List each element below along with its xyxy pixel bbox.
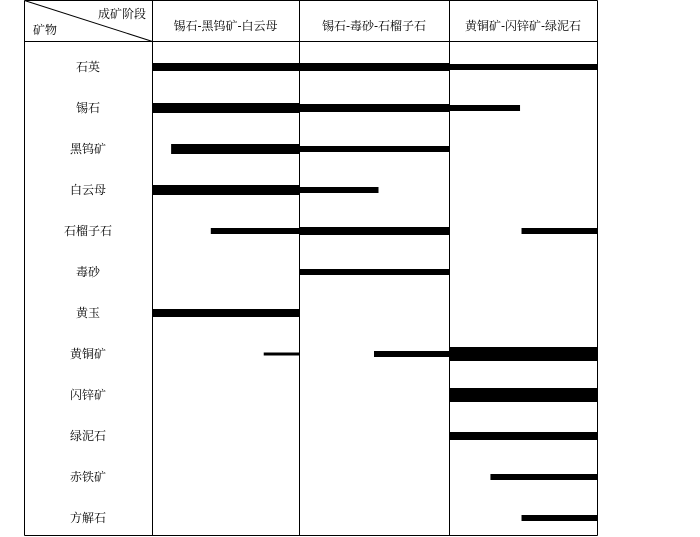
duration-bar <box>152 309 299 317</box>
duration-bar <box>152 185 299 195</box>
duration-bar <box>490 474 597 480</box>
duration-bar <box>299 227 449 235</box>
mineral-label: 石英 <box>75 60 101 74</box>
mineral-label: 毒砂 <box>75 265 101 279</box>
duration-bars <box>152 63 597 521</box>
mineral-label: 锡石 <box>75 101 101 115</box>
corner-mineral-label: 矿物 <box>33 23 58 37</box>
mineral-label: 方解石 <box>69 511 107 525</box>
mineral-label: 赤铁矿 <box>69 470 107 484</box>
mineral-label: 黄铜矿 <box>69 347 107 361</box>
stage-header-1: 锡石-黑钨矿-白云母 <box>173 19 278 33</box>
duration-bar <box>449 64 597 70</box>
stage-header-3: 黄铜矿-闪锌矿-绿泥石 <box>464 19 582 33</box>
mineral-label: 白云母 <box>69 183 107 197</box>
stage-headers <box>173 18 581 33</box>
mineral-label: 石榴子石 <box>63 224 113 238</box>
duration-bar <box>449 432 597 440</box>
mineral-label: 绿泥石 <box>69 429 107 443</box>
duration-bar <box>449 105 520 111</box>
table-frame <box>25 1 598 536</box>
duration-bar <box>299 63 449 71</box>
duration-bar <box>449 388 597 402</box>
duration-bar <box>299 187 379 193</box>
duration-bar <box>211 228 299 234</box>
duration-bar <box>374 351 449 357</box>
mineral-labels <box>64 60 112 525</box>
duration-bar <box>449 347 597 361</box>
duration-bar <box>522 515 597 521</box>
duration-bar <box>152 63 299 71</box>
mineral-label: 黄玉 <box>75 306 101 320</box>
duration-bar <box>299 104 449 112</box>
duration-bar <box>522 228 597 234</box>
duration-bar <box>264 353 299 356</box>
duration-bar <box>299 269 449 275</box>
duration-bar <box>171 144 299 154</box>
corner-stage-label: 成矿阶段 <box>97 7 146 21</box>
mineral-label: 黑钨矿 <box>69 142 107 156</box>
duration-bar <box>299 146 449 152</box>
stage-header-2: 锡石-毒砂-石榴子石 <box>321 19 427 33</box>
duration-bar <box>152 103 299 113</box>
mineral-label: 闪锌矿 <box>69 388 107 402</box>
